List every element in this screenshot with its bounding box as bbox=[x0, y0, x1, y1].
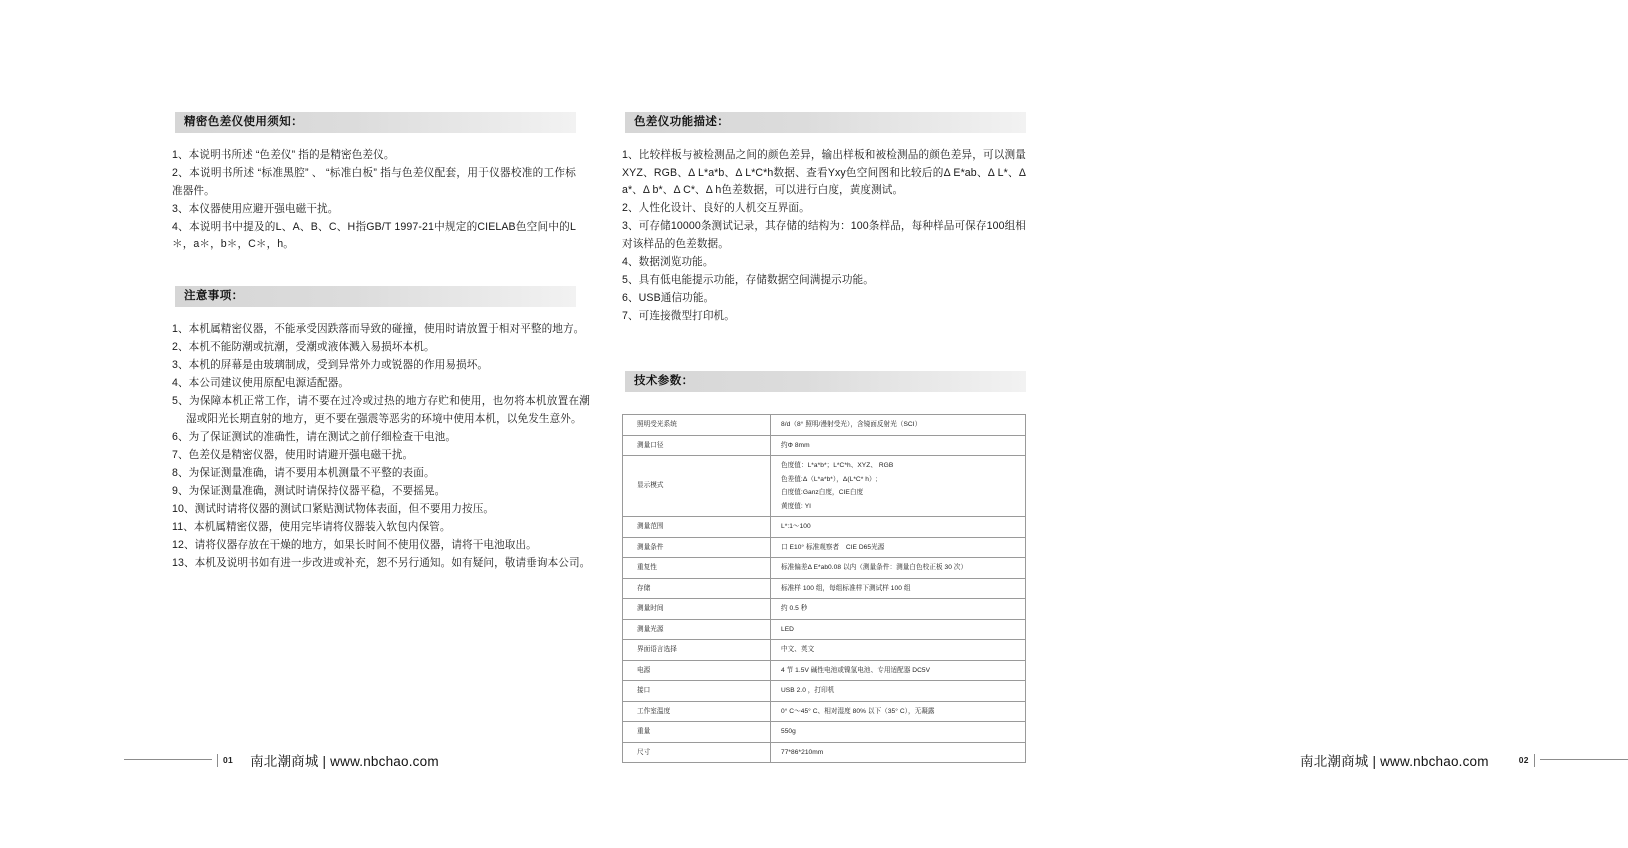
spec-key: 重量 bbox=[623, 722, 771, 743]
table-row bbox=[623, 742, 1026, 763]
spec-value bbox=[771, 415, 1026, 436]
list-item: 12、请将仪器存放在干燥的地方，如果长时间不使用仪器，请将干电池取出。 bbox=[172, 539, 537, 552]
right-page bbox=[600, 0, 1529, 848]
spec-value bbox=[771, 456, 1026, 517]
spec-key: 测量时间 bbox=[623, 599, 771, 620]
section-cautions bbox=[172, 286, 600, 573]
spec-key: 尺寸 bbox=[623, 742, 771, 763]
spec-value-line: 色度值：L*a*b*；L*C*h、XYZ、 RGB bbox=[781, 462, 894, 470]
list-item: 7、可连接微型打印机。 bbox=[622, 310, 735, 323]
footer-right bbox=[1300, 750, 1628, 770]
spec-value-line: 550g bbox=[781, 728, 796, 736]
list-item: 3、本机的屏幕是由玻璃制成，受到异常外力或锐器的作用易损坏。 bbox=[172, 358, 489, 371]
notice-list bbox=[172, 147, 600, 254]
footer-rule bbox=[124, 759, 212, 760]
spec-value-line: 77*86*210mm bbox=[781, 748, 824, 756]
section-spacer bbox=[172, 255, 600, 286]
table-row bbox=[623, 456, 1026, 517]
spec-key: 显示模式 bbox=[623, 456, 771, 517]
footer-brand: 南北潮商城 | www.nbchao.com bbox=[250, 754, 439, 769]
list-item: 10、测试时请将仪器的测试口紧贴测试物体表面，但不要用力按压。 bbox=[172, 503, 495, 515]
spec-value bbox=[771, 619, 1026, 640]
table-row bbox=[623, 640, 1026, 661]
spec-value-line: L*:1～100 bbox=[781, 523, 811, 531]
spec-value-line: 标准样 100 组，每组标准样下测试样 100 组 bbox=[781, 584, 911, 592]
list-item: 5、为保障本机正常工作，请不要在过冷或过热的地方存贮和使用，也勿将本机放置在潮湿或阳光长期直射的地方，更不要在强震等恶劣的环境中使用本机，以免发生意外。 bbox=[172, 394, 590, 425]
section-heading-text: 精密色差仪使用须知： bbox=[184, 116, 303, 128]
section-spacer bbox=[622, 326, 1200, 371]
spec-value bbox=[771, 517, 1026, 538]
list-item: 2、人性化设计、良好的人机交互界面。 bbox=[622, 202, 810, 215]
spec-key: 测量范围 bbox=[623, 517, 771, 538]
spec-key: 电源 bbox=[623, 660, 771, 681]
spec-value-line: 口 E10° 标准观察者 CIE D65光源 bbox=[781, 543, 885, 551]
spec-key: 照明受光系统 bbox=[623, 415, 771, 436]
list-item: 4、本说明书中提及的L、A、B、C、H指GB/T 1997-21中规定的CIELAB色空间中的L＊，a＊，b＊，C＊，h。 bbox=[172, 220, 576, 251]
table-row bbox=[623, 435, 1026, 456]
table-row bbox=[623, 722, 1026, 743]
spec-value bbox=[771, 558, 1026, 579]
table-row bbox=[623, 537, 1026, 558]
spec-value-line: 约Φ 8mm bbox=[781, 441, 810, 449]
spec-key: 测量光源 bbox=[623, 619, 771, 640]
section-functions bbox=[622, 112, 1200, 326]
table-row bbox=[623, 681, 1026, 702]
table-row bbox=[623, 578, 1026, 599]
spec-value bbox=[771, 599, 1026, 620]
list-item: 3、本仪器使用应避开强电磁干扰。 bbox=[172, 202, 339, 215]
spec-key: 测量口径 bbox=[623, 435, 771, 456]
list-item: 2、本说明书所述 “标准黑腔” 、 “标准白板” 指与色差仪配套，用于仪器校准的工作标准器件。 bbox=[172, 167, 576, 197]
spec-value bbox=[771, 435, 1026, 456]
spec-value bbox=[771, 681, 1026, 702]
spec-value bbox=[771, 660, 1026, 681]
table-row bbox=[623, 660, 1026, 681]
spec-value-line: 4 节 1.5V 碱性电池或镍氢电池、专用适配器 DC5V bbox=[781, 666, 931, 674]
list-item: 9、为保证测量准确，测试时请保持仪器平稳，不要摇晃。 bbox=[172, 484, 446, 497]
list-item: 5、具有低电能提示功能，存储数据空间满提示功能。 bbox=[622, 274, 874, 287]
list-item: 1、本机属精密仪器，不能承受因跌落而导致的碰撞，使用时请放置于相对平整的地方。 bbox=[172, 322, 585, 335]
functions-list bbox=[622, 147, 1200, 326]
table-row bbox=[623, 599, 1026, 620]
table-body bbox=[623, 415, 1026, 763]
page-number: 01 bbox=[223, 755, 234, 765]
spec-value-line: 黄度值: YI bbox=[781, 502, 812, 510]
list-item: 1、本说明书所述 “色差仪” 指的是精密色差仪。 bbox=[172, 149, 395, 161]
spec-key: 存储 bbox=[623, 578, 771, 599]
spec-value bbox=[771, 537, 1026, 558]
footer-brand: 南北潮商城 | www.nbchao.com bbox=[1300, 754, 1489, 769]
section-heading-bar bbox=[622, 112, 1026, 133]
table-row bbox=[623, 558, 1026, 579]
specifications-table bbox=[622, 414, 1026, 763]
spec-key: 接口 bbox=[623, 681, 771, 702]
section-heading-bar bbox=[622, 371, 1026, 392]
list-item: 4、本公司建议使用原配电源适配器。 bbox=[172, 376, 350, 389]
list-item: 4、数据浏览功能。 bbox=[622, 256, 714, 269]
footer-tick bbox=[217, 754, 218, 767]
spec-value bbox=[771, 640, 1026, 661]
spec-value-line: 白度值:Ganz白度，CIE白度 bbox=[781, 489, 864, 497]
section-heading-bar bbox=[172, 112, 576, 133]
spec-value-line: 8/d（8° 照明/漫射受光），含镜面反射光（SCI） bbox=[781, 421, 922, 429]
footer-tick bbox=[1534, 754, 1535, 767]
page-number: 02 bbox=[1518, 755, 1529, 765]
table-row bbox=[623, 619, 1026, 640]
table-row bbox=[623, 701, 1026, 722]
spec-value-line: 约 0.5 秒 bbox=[781, 605, 808, 613]
list-item: 11、本机属精密仪器，使用完毕请将仪器装入软包内保管。 bbox=[172, 521, 451, 534]
spec-value-line: USB 2.0 ，打印机 bbox=[781, 687, 835, 695]
spec-value-line: 中文、英文 bbox=[781, 646, 815, 654]
list-item: 13、本机及说明书如有进一步改进或补充，恕不另行通知。如有疑问，敬请垂询本公司。 bbox=[172, 557, 591, 570]
cautions-list bbox=[172, 321, 600, 573]
table-row bbox=[623, 415, 1026, 436]
spec-value bbox=[771, 578, 1026, 599]
spec-value bbox=[771, 742, 1026, 763]
table-row bbox=[623, 517, 1026, 538]
section-precision-notice bbox=[172, 112, 600, 254]
spec-value bbox=[771, 701, 1026, 722]
list-item: 6、USB通信功能。 bbox=[622, 292, 715, 305]
spec-key: 工作室温度 bbox=[623, 701, 771, 722]
footer-rule bbox=[1540, 759, 1628, 760]
footer-left bbox=[124, 750, 439, 770]
section-specifications bbox=[622, 371, 1200, 763]
spec-key: 重复性 bbox=[623, 558, 771, 579]
section-heading-text: 注意事项： bbox=[184, 289, 244, 302]
list-item: 7、色差仪是精密仪器，使用时请避开强电磁干扰。 bbox=[172, 448, 414, 461]
section-heading-text: 技术参数： bbox=[634, 375, 694, 388]
spec-value-line: LED bbox=[781, 625, 794, 633]
list-item: 2、本机不能防潮或抗潮，受潮或液体溅入易损坏本机。 bbox=[172, 340, 435, 353]
spec-key: 界面语言选择 bbox=[623, 640, 771, 661]
spec-value-line: 色差值:Δ（L*a*b*），Δ(L*C* h）; bbox=[781, 475, 878, 483]
list-item: 6、为了保证测试的准确性，请在测试之前仔细检查干电池。 bbox=[172, 430, 457, 443]
spec-value bbox=[771, 722, 1026, 743]
list-item: 1、比较样板与被检测品之间的颜色差异，输出样板和被检测品的颜色差异，可以测量XYZ、RGB、Δ L*a*b、Δ L*C*h数据、查看Yxy色空间图和比较后的Δ E*ab、Δ L*、Δ a*、Δ b*、Δ C*、Δ h色差数据，可以进行白度，黄度测试。 bbox=[622, 149, 1026, 197]
left-page bbox=[0, 0, 600, 848]
section-heading-bar bbox=[172, 286, 576, 307]
spec-value-line: 0° C～45° C、相对湿度 80% 以下（35° C），无凝露 bbox=[781, 707, 935, 715]
spec-key: 测量条件 bbox=[623, 537, 771, 558]
list-item: 3、可存储10000条测试记录，其存储的结构为：100条样品，每种样品可保存100组相对该样品的色差数据。 bbox=[622, 220, 1026, 250]
spec-value-line: 标准偏差Δ E*ab0.08 以内（测量条件：测量白色校正板 30 次） bbox=[781, 564, 968, 572]
list-item: 8、为保证测量准确，请不要用本机测量不平整的表面。 bbox=[172, 466, 435, 479]
section-heading-text: 色差仪功能描述： bbox=[634, 116, 730, 128]
